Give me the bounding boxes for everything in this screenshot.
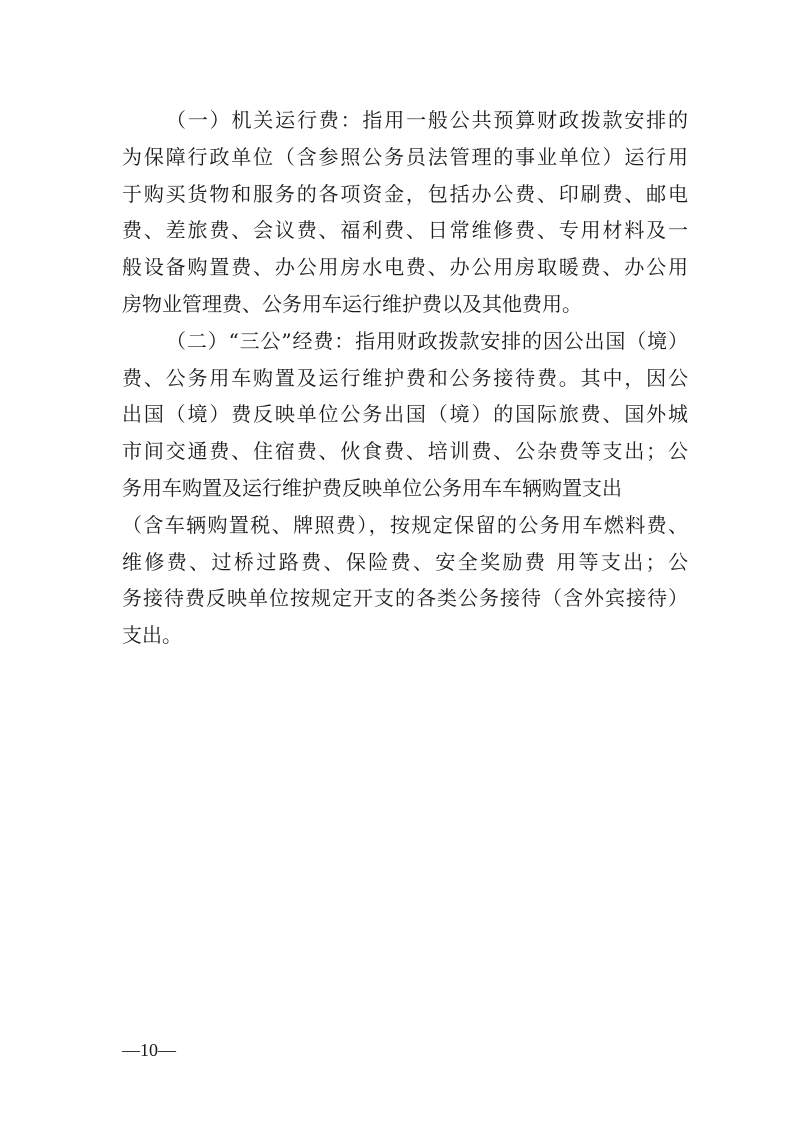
paragraph-1-line-5: 般设备购置费、办公用房水电费、办公用房取暖费、办公用	[122, 255, 688, 280]
body-text	[122, 102, 688, 654]
paragraph-2-line-6: （含车辆购置税、牌照费），按规定保留的公务用车燃料费、	[122, 512, 688, 537]
paragraph-1-line-6: 房物业管理费、公务用车运行维护费以及其他费用。	[122, 291, 582, 316]
paragraph-1-line-1: （一）机关运行费：指用一般公共预算财政拨款安排的	[166, 108, 688, 132]
paragraph-1-line-3: 于购买货物和服务的各项资金，包括办公费、印刷费、邮电	[122, 181, 688, 206]
paragraph-2-line-2: 费、公务用车购置及运行维护费和公务接待费。其中，因公	[122, 365, 688, 390]
paragraph-2-line-7: 维修费、过桥过路费、保险费、安全奖励费 用等支出；公	[122, 549, 688, 574]
paragraph-2-line-5: 务用车购置及运行维护费反映单位公务用车车辆购置支出	[122, 475, 622, 500]
page-number: —10—	[122, 1040, 176, 1060]
paragraph-1-line-4: 费、差旅费、会议费、福利费、日常维修费、专用材料及一	[122, 218, 688, 243]
paragraph-2-line-9: 支出。	[122, 623, 182, 648]
paragraph-2-line-1: （二）“三公”经费：指用财政拨款安排的因公出国（境）	[166, 328, 688, 353]
paragraph-2-line-3: 出国（境）费反映单位公务出国（境）的国际旅费、国外城	[122, 402, 688, 427]
paragraph-1-line-2: 为保障行政单位（含参照公务员法管理的事业单位）运行用	[122, 144, 688, 169]
paragraph-2-line-8: 务接待费反映单位按规定开支的各类公务接待（含外宾接待）	[122, 586, 688, 611]
paragraph-2-line-4: 市间交通费、住宿费、伙食费、培训费、公杂费等支出；公	[122, 439, 688, 464]
